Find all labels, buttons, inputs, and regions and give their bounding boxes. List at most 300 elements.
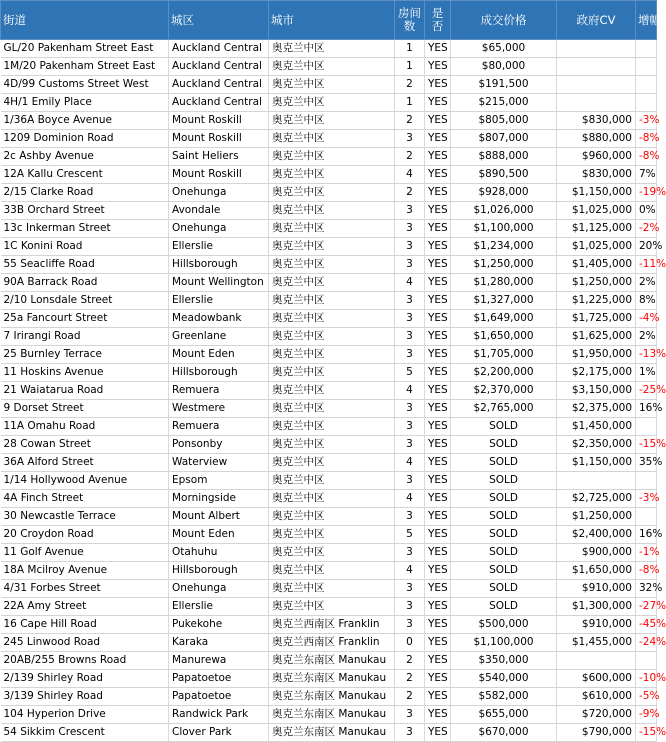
cell-yes[interactable]: YES: [425, 688, 451, 706]
cell-suburb[interactable]: Saint Heliers: [169, 148, 269, 166]
cell-rooms[interactable]: 4: [395, 166, 425, 184]
table-row[interactable]: [1, 418, 657, 436]
cell-city[interactable]: 奥克兰中区: [269, 148, 395, 166]
cell-city[interactable]: 奥克兰中区: [269, 40, 395, 58]
cell-cv[interactable]: $1,250,000: [557, 274, 636, 292]
cell-yes[interactable]: YES: [425, 652, 451, 670]
cell-yes[interactable]: YES: [425, 94, 451, 112]
cell-change[interactable]: [636, 40, 657, 58]
cell-change[interactable]: [636, 472, 657, 490]
cell-cv[interactable]: $1,150,000: [557, 454, 636, 472]
cell-cv[interactable]: $910,000: [557, 616, 636, 634]
cell-price[interactable]: $1,650,000: [451, 328, 557, 346]
cell-suburb[interactable]: Greenlane: [169, 328, 269, 346]
cell-yes[interactable]: YES: [425, 418, 451, 436]
table-row[interactable]: [1, 400, 657, 418]
header-yes-no[interactable]: 是否: [425, 1, 451, 40]
cell-price[interactable]: $1,280,000: [451, 274, 557, 292]
cell-suburb[interactable]: Remuera: [169, 382, 269, 400]
cell-price[interactable]: $1,100,000: [451, 634, 557, 652]
cell-suburb[interactable]: Meadowbank: [169, 310, 269, 328]
cell-cv[interactable]: $1,625,000: [557, 328, 636, 346]
cell-city[interactable]: 奥克兰中区: [269, 364, 395, 382]
table-row[interactable]: [1, 58, 657, 76]
cell-price[interactable]: $888,000: [451, 148, 557, 166]
cell-rooms[interactable]: 3: [395, 436, 425, 454]
cell-price[interactable]: SOLD: [451, 544, 557, 562]
cell-price[interactable]: $928,000: [451, 184, 557, 202]
cell-price[interactable]: $215,000: [451, 94, 557, 112]
cell-price[interactable]: $1,234,000: [451, 238, 557, 256]
cell-city[interactable]: 奥克兰中区: [269, 202, 395, 220]
cell-street[interactable]: 22A Amy Street: [1, 598, 169, 616]
cell-change[interactable]: [636, 418, 657, 436]
header-city[interactable]: 城市: [269, 1, 395, 40]
cell-street[interactable]: 2c Ashby Avenue: [1, 148, 169, 166]
cell-cv[interactable]: [557, 76, 636, 94]
cell-city[interactable]: 奥克兰中区: [269, 58, 395, 76]
cell-rooms[interactable]: 2: [395, 670, 425, 688]
cell-change[interactable]: -8%: [636, 130, 657, 148]
cell-street[interactable]: 25a Fancourt Street: [1, 310, 169, 328]
cell-yes[interactable]: YES: [425, 706, 451, 724]
table-row[interactable]: [1, 166, 657, 184]
cell-yes[interactable]: YES: [425, 562, 451, 580]
cell-city[interactable]: 奥克兰中区: [269, 76, 395, 94]
cell-city[interactable]: 奥克兰中区: [269, 328, 395, 346]
cell-suburb[interactable]: Ellerslie: [169, 598, 269, 616]
cell-change[interactable]: 1%: [636, 364, 657, 382]
table-row[interactable]: [1, 148, 657, 166]
cell-suburb[interactable]: Auckland Central: [169, 76, 269, 94]
cell-price[interactable]: $1,250,000: [451, 256, 557, 274]
table-row[interactable]: [1, 220, 657, 238]
cell-street[interactable]: 9 Dorset Street: [1, 400, 169, 418]
cell-price[interactable]: $540,000: [451, 670, 557, 688]
cell-yes[interactable]: YES: [425, 634, 451, 652]
cell-yes[interactable]: YES: [425, 598, 451, 616]
cell-rooms[interactable]: 3: [395, 220, 425, 238]
cell-yes[interactable]: YES: [425, 364, 451, 382]
cell-street[interactable]: 33B Orchard Street: [1, 202, 169, 220]
cell-cv[interactable]: $1,650,000: [557, 562, 636, 580]
cell-city[interactable]: 奥克兰中区: [269, 220, 395, 238]
cell-rooms[interactable]: 2: [395, 76, 425, 94]
cell-cv[interactable]: $1,450,000: [557, 418, 636, 436]
table-row[interactable]: [1, 526, 657, 544]
table-row[interactable]: [1, 184, 657, 202]
cell-street[interactable]: 4D/99 Customs Street West: [1, 76, 169, 94]
cell-rooms[interactable]: 3: [395, 616, 425, 634]
cell-suburb[interactable]: Onehunga: [169, 220, 269, 238]
cell-city[interactable]: 奥克兰中区: [269, 256, 395, 274]
cell-city[interactable]: 奥克兰西南区 Franklin: [269, 616, 395, 634]
table-row[interactable]: [1, 310, 657, 328]
cell-city[interactable]: 奥克兰中区: [269, 112, 395, 130]
cell-street[interactable]: 21 Waiatarua Road: [1, 382, 169, 400]
table-row[interactable]: [1, 238, 657, 256]
cell-suburb[interactable]: Morningside: [169, 490, 269, 508]
cell-change[interactable]: 16%: [636, 526, 657, 544]
cell-change[interactable]: -11%: [636, 256, 657, 274]
cell-price[interactable]: SOLD: [451, 562, 557, 580]
table-row[interactable]: [1, 544, 657, 562]
cell-cv[interactable]: $2,350,000: [557, 436, 636, 454]
cell-cv[interactable]: $600,000: [557, 670, 636, 688]
cell-price[interactable]: $807,000: [451, 130, 557, 148]
cell-cv[interactable]: $1,125,000: [557, 220, 636, 238]
cell-cv[interactable]: $720,000: [557, 706, 636, 724]
cell-yes[interactable]: YES: [425, 130, 451, 148]
cell-suburb[interactable]: Papatoetoe: [169, 688, 269, 706]
cell-suburb[interactable]: Mount Eden: [169, 526, 269, 544]
cell-cv[interactable]: $830,000: [557, 166, 636, 184]
cell-change[interactable]: [636, 94, 657, 112]
cell-cv[interactable]: $1,025,000: [557, 238, 636, 256]
cell-street[interactable]: 20AB/255 Browns Road: [1, 652, 169, 670]
cell-change[interactable]: 2%: [636, 274, 657, 292]
cell-street[interactable]: 104 Hyperion Drive: [1, 706, 169, 724]
cell-rooms[interactable]: 3: [395, 256, 425, 274]
cell-rooms[interactable]: 4: [395, 454, 425, 472]
table-row[interactable]: [1, 274, 657, 292]
cell-price[interactable]: SOLD: [451, 508, 557, 526]
cell-price[interactable]: $655,000: [451, 706, 557, 724]
cell-street[interactable]: 20 Croydon Road: [1, 526, 169, 544]
table-row[interactable]: [1, 562, 657, 580]
cell-yes[interactable]: YES: [425, 400, 451, 418]
cell-rooms[interactable]: 3: [395, 400, 425, 418]
cell-rooms[interactable]: 1: [395, 94, 425, 112]
cell-city[interactable]: 奥克兰东南区 Manukau: [269, 670, 395, 688]
table-row[interactable]: [1, 616, 657, 634]
cell-suburb[interactable]: Avondale: [169, 202, 269, 220]
cell-price[interactable]: SOLD: [451, 490, 557, 508]
cell-suburb[interactable]: Ponsonby: [169, 436, 269, 454]
cell-price[interactable]: $2,200,000: [451, 364, 557, 382]
cell-suburb[interactable]: Mount Roskill: [169, 112, 269, 130]
cell-city[interactable]: 奥克兰中区: [269, 130, 395, 148]
cell-price[interactable]: $1,327,000: [451, 292, 557, 310]
cell-yes[interactable]: YES: [425, 526, 451, 544]
cell-change[interactable]: 32%: [636, 580, 657, 598]
cell-price[interactable]: $1,100,000: [451, 220, 557, 238]
cell-street[interactable]: 2/15 Clarke Road: [1, 184, 169, 202]
cell-city[interactable]: 奥克兰东南区 Manukau: [269, 724, 395, 742]
cell-street[interactable]: 11A Omahu Road: [1, 418, 169, 436]
cell-rooms[interactable]: 0: [395, 634, 425, 652]
cell-rooms[interactable]: 3: [395, 292, 425, 310]
table-row[interactable]: [1, 670, 657, 688]
cell-cv[interactable]: $1,225,000: [557, 292, 636, 310]
cell-change[interactable]: [636, 652, 657, 670]
cell-yes[interactable]: YES: [425, 490, 451, 508]
cell-street[interactable]: 1M/20 Pakenham Street East: [1, 58, 169, 76]
cell-cv[interactable]: $2,725,000: [557, 490, 636, 508]
cell-city[interactable]: 奥克兰中区: [269, 490, 395, 508]
cell-rooms[interactable]: 3: [395, 724, 425, 742]
cell-city[interactable]: 奥克兰中区: [269, 436, 395, 454]
cell-cv[interactable]: $610,000: [557, 688, 636, 706]
cell-city[interactable]: 奥克兰中区: [269, 544, 395, 562]
cell-change[interactable]: 16%: [636, 400, 657, 418]
cell-suburb[interactable]: Onehunga: [169, 184, 269, 202]
cell-price[interactable]: $805,000: [451, 112, 557, 130]
cell-street[interactable]: 11 Golf Avenue: [1, 544, 169, 562]
cell-change[interactable]: [636, 76, 657, 94]
cell-suburb[interactable]: Onehunga: [169, 580, 269, 598]
cell-rooms[interactable]: 3: [395, 706, 425, 724]
cell-change[interactable]: -2%: [636, 220, 657, 238]
cell-suburb[interactable]: Mount Wellington: [169, 274, 269, 292]
cell-rooms[interactable]: 4: [395, 562, 425, 580]
cell-cv[interactable]: $880,000: [557, 130, 636, 148]
cell-price[interactable]: $1,026,000: [451, 202, 557, 220]
table-row[interactable]: [1, 688, 657, 706]
cell-change[interactable]: 20%: [636, 238, 657, 256]
cell-street[interactable]: 4H/1 Emily Place: [1, 94, 169, 112]
cell-suburb[interactable]: Mount Roskill: [169, 130, 269, 148]
table-row[interactable]: [1, 598, 657, 616]
table-row[interactable]: [1, 652, 657, 670]
cell-price[interactable]: SOLD: [451, 418, 557, 436]
cell-yes[interactable]: YES: [425, 256, 451, 274]
cell-change[interactable]: -5%: [636, 688, 657, 706]
cell-cv[interactable]: [557, 40, 636, 58]
cell-yes[interactable]: YES: [425, 220, 451, 238]
table-row[interactable]: [1, 76, 657, 94]
cell-cv[interactable]: $1,250,000: [557, 508, 636, 526]
cell-price[interactable]: SOLD: [451, 436, 557, 454]
cell-change[interactable]: -25%: [636, 382, 657, 400]
cell-price[interactable]: $582,000: [451, 688, 557, 706]
cell-change[interactable]: [636, 508, 657, 526]
cell-city[interactable]: 奥克兰中区: [269, 292, 395, 310]
cell-yes[interactable]: YES: [425, 382, 451, 400]
table-row[interactable]: [1, 40, 657, 58]
header-suburb[interactable]: 城区: [169, 1, 269, 40]
cell-street[interactable]: 30 Newcastle Terrace: [1, 508, 169, 526]
cell-suburb[interactable]: Papatoetoe: [169, 670, 269, 688]
cell-change[interactable]: 8%: [636, 292, 657, 310]
cell-price[interactable]: SOLD: [451, 598, 557, 616]
cell-city[interactable]: 奥克兰中区: [269, 418, 395, 436]
cell-cv[interactable]: $2,400,000: [557, 526, 636, 544]
cell-city[interactable]: 奥克兰中区: [269, 94, 395, 112]
cell-yes[interactable]: YES: [425, 184, 451, 202]
cell-street[interactable]: 1C Konini Road: [1, 238, 169, 256]
table-row[interactable]: [1, 634, 657, 652]
cell-street[interactable]: 7 Irirangi Road: [1, 328, 169, 346]
table-row[interactable]: [1, 436, 657, 454]
cell-price[interactable]: SOLD: [451, 454, 557, 472]
cell-rooms[interactable]: 1: [395, 58, 425, 76]
cell-yes[interactable]: YES: [425, 454, 451, 472]
cell-city[interactable]: 奥克兰中区: [269, 508, 395, 526]
cell-yes[interactable]: YES: [425, 310, 451, 328]
cell-price[interactable]: $1,705,000: [451, 346, 557, 364]
cell-rooms[interactable]: 3: [395, 130, 425, 148]
table-row[interactable]: [1, 94, 657, 112]
cell-suburb[interactable]: Remuera: [169, 418, 269, 436]
header-price[interactable]: 成交价格: [451, 1, 557, 40]
cell-city[interactable]: 奥克兰中区: [269, 346, 395, 364]
cell-change[interactable]: -10%: [636, 670, 657, 688]
cell-street[interactable]: 11 Hoskins Avenue: [1, 364, 169, 382]
cell-change[interactable]: [636, 58, 657, 76]
cell-cv[interactable]: $900,000: [557, 544, 636, 562]
table-row[interactable]: [1, 328, 657, 346]
cell-suburb[interactable]: Randwick Park: [169, 706, 269, 724]
cell-yes[interactable]: YES: [425, 544, 451, 562]
cell-street[interactable]: 2/10 Lonsdale Street: [1, 292, 169, 310]
cell-price[interactable]: SOLD: [451, 526, 557, 544]
cell-price[interactable]: $500,000: [451, 616, 557, 634]
cell-city[interactable]: 奥克兰中区: [269, 274, 395, 292]
cell-change[interactable]: 0%: [636, 202, 657, 220]
cell-change[interactable]: -19%: [636, 184, 657, 202]
cell-rooms[interactable]: 3: [395, 544, 425, 562]
cell-rooms[interactable]: 5: [395, 526, 425, 544]
cell-rooms[interactable]: 3: [395, 346, 425, 364]
table-row[interactable]: [1, 130, 657, 148]
cell-price[interactable]: $890,500: [451, 166, 557, 184]
cell-yes[interactable]: YES: [425, 238, 451, 256]
cell-yes[interactable]: YES: [425, 202, 451, 220]
cell-cv[interactable]: $910,000: [557, 580, 636, 598]
cell-street[interactable]: 18A Mcilroy Avenue: [1, 562, 169, 580]
cell-street[interactable]: 2/139 Shirley Road: [1, 670, 169, 688]
cell-cv[interactable]: $960,000: [557, 148, 636, 166]
cell-street[interactable]: 36A Alford Street: [1, 454, 169, 472]
cell-rooms[interactable]: 3: [395, 328, 425, 346]
table-row[interactable]: [1, 256, 657, 274]
cell-street[interactable]: 16 Cape Hill Road: [1, 616, 169, 634]
cell-city[interactable]: 奥克兰中区: [269, 472, 395, 490]
table-row[interactable]: [1, 580, 657, 598]
cell-price[interactable]: $80,000: [451, 58, 557, 76]
cell-city[interactable]: 奥克兰中区: [269, 598, 395, 616]
cell-suburb[interactable]: Mount Eden: [169, 346, 269, 364]
cell-yes[interactable]: YES: [425, 724, 451, 742]
cell-rooms[interactable]: 3: [395, 598, 425, 616]
cell-cv[interactable]: [557, 472, 636, 490]
cell-change[interactable]: -8%: [636, 562, 657, 580]
table-row[interactable]: [1, 706, 657, 724]
cell-yes[interactable]: YES: [425, 58, 451, 76]
cell-cv[interactable]: $1,725,000: [557, 310, 636, 328]
cell-change[interactable]: -3%: [636, 112, 657, 130]
cell-rooms[interactable]: 2: [395, 112, 425, 130]
cell-suburb[interactable]: Westmere: [169, 400, 269, 418]
cell-cv[interactable]: $3,150,000: [557, 382, 636, 400]
table-row[interactable]: [1, 112, 657, 130]
cell-price[interactable]: SOLD: [451, 580, 557, 598]
cell-yes[interactable]: YES: [425, 508, 451, 526]
cell-rooms[interactable]: 4: [395, 274, 425, 292]
table-row[interactable]: [1, 454, 657, 472]
header-street[interactable]: 街道: [1, 1, 169, 40]
cell-street[interactable]: 4/31 Forbes Street: [1, 580, 169, 598]
header-change[interactable]: 增幅: [636, 1, 657, 40]
table-row[interactable]: [1, 382, 657, 400]
cell-change[interactable]: 35%: [636, 454, 657, 472]
cell-yes[interactable]: YES: [425, 472, 451, 490]
cell-city[interactable]: 奥克兰东南区 Manukau: [269, 688, 395, 706]
cell-price[interactable]: SOLD: [451, 472, 557, 490]
cell-street[interactable]: 1/36A Boyce Avenue: [1, 112, 169, 130]
cell-suburb[interactable]: Pukekohe: [169, 616, 269, 634]
cell-city[interactable]: 奥克兰中区: [269, 562, 395, 580]
cell-street[interactable]: 25 Burnley Terrace: [1, 346, 169, 364]
cell-cv[interactable]: $2,175,000: [557, 364, 636, 382]
cell-yes[interactable]: YES: [425, 148, 451, 166]
cell-cv[interactable]: [557, 58, 636, 76]
table-row[interactable]: [1, 490, 657, 508]
cell-change[interactable]: -15%: [636, 436, 657, 454]
cell-suburb[interactable]: Mount Roskill: [169, 166, 269, 184]
cell-cv[interactable]: $1,150,000: [557, 184, 636, 202]
cell-price[interactable]: $2,370,000: [451, 382, 557, 400]
cell-suburb[interactable]: Ellerslie: [169, 292, 269, 310]
cell-change[interactable]: -8%: [636, 148, 657, 166]
cell-yes[interactable]: YES: [425, 166, 451, 184]
table-row[interactable]: [1, 472, 657, 490]
cell-yes[interactable]: YES: [425, 274, 451, 292]
cell-price[interactable]: $350,000: [451, 652, 557, 670]
cell-rooms[interactable]: 3: [395, 580, 425, 598]
cell-cv[interactable]: $1,455,000: [557, 634, 636, 652]
cell-yes[interactable]: YES: [425, 436, 451, 454]
cell-suburb[interactable]: Mount Albert: [169, 508, 269, 526]
header-cv[interactable]: 政府CV: [557, 1, 636, 40]
cell-street[interactable]: GL/20 Pakenham Street East: [1, 40, 169, 58]
table-row[interactable]: [1, 292, 657, 310]
cell-suburb[interactable]: Hillsborough: [169, 562, 269, 580]
cell-suburb[interactable]: Auckland Central: [169, 40, 269, 58]
cell-rooms[interactable]: 3: [395, 418, 425, 436]
cell-rooms[interactable]: 4: [395, 382, 425, 400]
cell-suburb[interactable]: Waterview: [169, 454, 269, 472]
cell-street[interactable]: 13c Inkerman Street: [1, 220, 169, 238]
cell-rooms[interactable]: 2: [395, 184, 425, 202]
cell-rooms[interactable]: 5: [395, 364, 425, 382]
cell-suburb[interactable]: Karaka: [169, 634, 269, 652]
cell-city[interactable]: 奥克兰中区: [269, 526, 395, 544]
cell-change[interactable]: -15%: [636, 724, 657, 742]
cell-price[interactable]: $1,649,000: [451, 310, 557, 328]
cell-cv[interactable]: $1,405,000: [557, 256, 636, 274]
cell-cv[interactable]: [557, 652, 636, 670]
cell-suburb[interactable]: Hillsborough: [169, 256, 269, 274]
cell-city[interactable]: 奥克兰中区: [269, 400, 395, 418]
cell-street[interactable]: 3/139 Shirley Road: [1, 688, 169, 706]
cell-city[interactable]: 奥克兰中区: [269, 382, 395, 400]
cell-yes[interactable]: YES: [425, 40, 451, 58]
table-row[interactable]: [1, 346, 657, 364]
cell-price[interactable]: $65,000: [451, 40, 557, 58]
cell-price[interactable]: $670,000: [451, 724, 557, 742]
cell-change[interactable]: -3%: [636, 490, 657, 508]
cell-rooms[interactable]: 2: [395, 148, 425, 166]
cell-street[interactable]: 90A Barrack Road: [1, 274, 169, 292]
cell-street[interactable]: 4A Finch Street: [1, 490, 169, 508]
cell-change[interactable]: -27%: [636, 598, 657, 616]
cell-suburb[interactable]: Otahuhu: [169, 544, 269, 562]
cell-yes[interactable]: YES: [425, 670, 451, 688]
cell-suburb[interactable]: Clover Park: [169, 724, 269, 742]
cell-city[interactable]: 奥克兰中区: [269, 166, 395, 184]
